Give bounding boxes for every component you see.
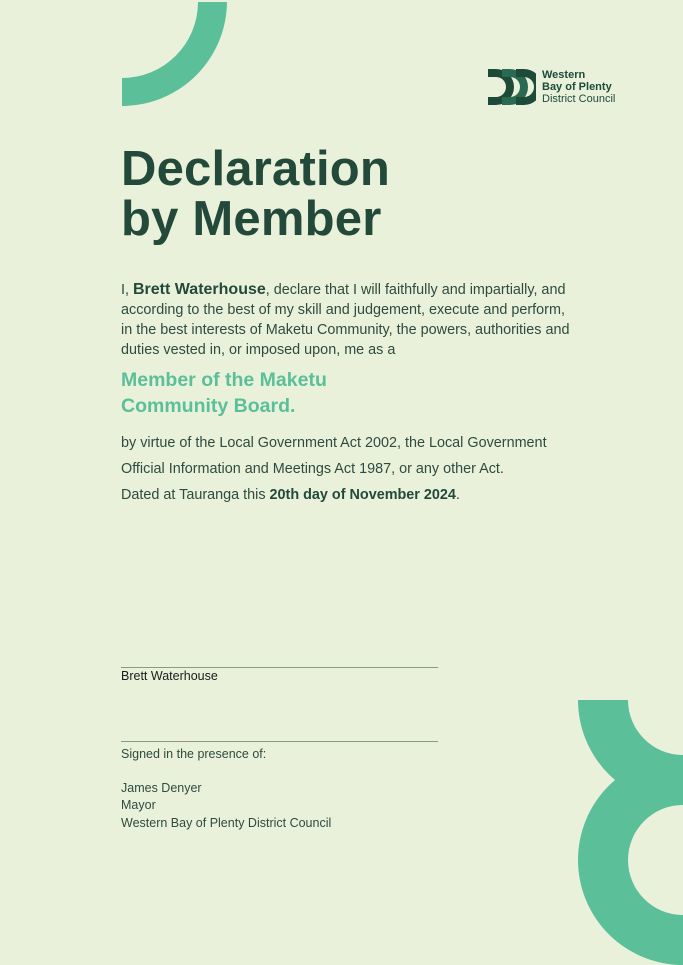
logo-line-3: District Council [542, 93, 616, 105]
dated-line [121, 487, 460, 503]
title-line-2: by Member [121, 192, 382, 246]
acts-line-1: by virtue of the Local Government Act 2002, the Local Government [121, 435, 547, 451]
presence-label: Signed in the presence of: [121, 747, 267, 761]
declaration-prefix: I, [121, 282, 133, 298]
witness-title: Mayor [121, 798, 156, 812]
logo-line-1: Western [542, 69, 586, 81]
top-arc-decoration [0, 0, 240, 110]
acts-line-2: Official Information and Meetings Act 1987, or any other Act. [121, 461, 504, 477]
title-line-1: Declaration [121, 142, 391, 196]
logo-line-2: Bay of Plenty [542, 81, 612, 93]
role-line-2: Community Board. [121, 395, 296, 417]
dated-date: 20th day of November 2024 [269, 487, 456, 503]
member-name: Brett Waterhouse [133, 281, 266, 298]
dated-prefix: Dated at Tauranga this [121, 487, 270, 503]
witness-name: James Denyer [121, 781, 202, 795]
dated-suffix: . [455, 487, 460, 503]
role-heading [121, 367, 327, 419]
bottom-right-decoration [560, 690, 683, 965]
witness-org: Western Bay of Plenty District Council [121, 816, 332, 830]
role-line-1: Member of the Maketu [121, 369, 327, 391]
page-title [121, 144, 390, 244]
council-logo [486, 66, 615, 108]
signature-member-name: Brett Waterhouse [121, 669, 218, 683]
council-logo-icon [486, 66, 536, 108]
member-signature-line [121, 667, 438, 668]
witness-signature-line [121, 741, 438, 742]
declaration-text: , declare that I will faithfully and impartially, and according to the best of my skill and judgement, execute and perform, in the best interests of Maketu Community, the powers, authorities and duties vested in, or imposed upon, me as a [121, 282, 570, 358]
council-logo-text [542, 69, 615, 105]
declaration-paragraph [121, 280, 571, 360]
